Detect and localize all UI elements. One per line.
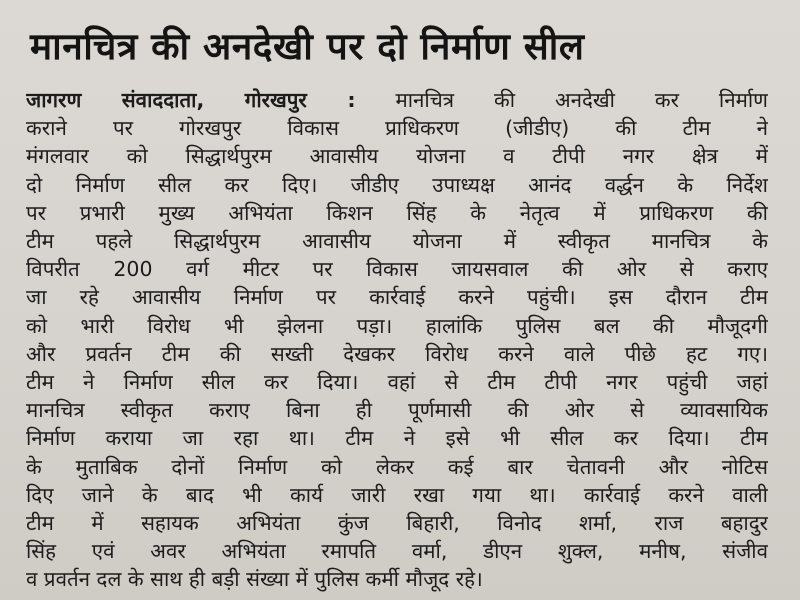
article-line-18: व प्रवर्तन दल के साथ ही बड़ी संख्या में पुलिस कर्मी मौजूद रहे। <box>26 567 483 592</box>
article-body <box>26 86 778 594</box>
article-headline: मानचित्र की अनदेखी पर दो निर्माण सील <box>30 25 585 68</box>
article-line-13: निर्माण कराया जा रहा था। टीम ने इसे भी सील कर दिया। टीम <box>26 426 768 451</box>
article-line-14: के मुताबिक दोनों निर्माण को लेकर कई बार चेतावनी और नोटिस <box>26 454 768 479</box>
article-line-5: पर प्रभारी मुख्य अभियंता किशन सिंह के नेतृत्व में प्राधिकरण की <box>26 200 768 225</box>
article-line-3: मंगलवार को सिद्धार्थपुरम आवासीय योजना व टीपी नगर क्षेत्र में <box>26 144 768 169</box>
article-line-7: विपरीत 200 वर्ग मीटर पर विकास जायसवाल की ओर से कराए <box>26 257 768 282</box>
article-byline: जागरण संवाददाता, गोरखपुर : <box>26 88 356 112</box>
article-line-1: जागरण संवाददाता, गोरखपुर : मानचित्र की अनदेखी कर निर्माण <box>26 88 768 112</box>
article-line-8: जा रहे आवासीय निर्माण पर कार्रवाई करने पहुंची। इस दौरान टीम <box>26 285 768 310</box>
article-line-10: और प्रवर्तन टीम की सख्ती देखकर विरोध करने वाले पीछे हट गए। <box>26 341 768 366</box>
article-line-9: को भारी विरोध भी झेलना पड़ा। हालांकि पुलिस बल की मौजूदगी <box>26 313 768 338</box>
article-line-11: टीम ने निर्माण सील कर दिया। वहां से टीम टीपी नगर पहुंची जहां <box>26 370 768 395</box>
article-line-12: मानचित्र स्वीकृत कराए बिना ही पूर्णमासी की ओर से व्यावसायिक <box>26 398 768 423</box>
article-line-2: कराने पर गोरखपुर विकास प्राधिकरण (जीडीए) की टीम ने <box>26 116 768 141</box>
article-line-6: टीम पहले सिद्धार्थपुरम आवासीय योजना में स्वीकृत मानचित्र के <box>26 229 768 254</box>
article-line-17: सिंह एवं अवर अभियंता रमापति वर्मा, डीएन शुक्ल, मनीष, संजीव <box>26 539 768 564</box>
article-line-16: टीम में सहायक अभियंता कुंज बिहारी, विनोद शर्मा, राज बहादुर <box>26 511 768 536</box>
article-line-4: दो निर्माण सील कर दिए। जीडीए उपाध्यक्ष आनंद वर्द्धन के निर्देश <box>26 172 768 197</box>
article-line-15: दिए जाने के बाद भी कार्य जारी रखा गया था। कार्रवाई करने वाली <box>26 482 768 507</box>
